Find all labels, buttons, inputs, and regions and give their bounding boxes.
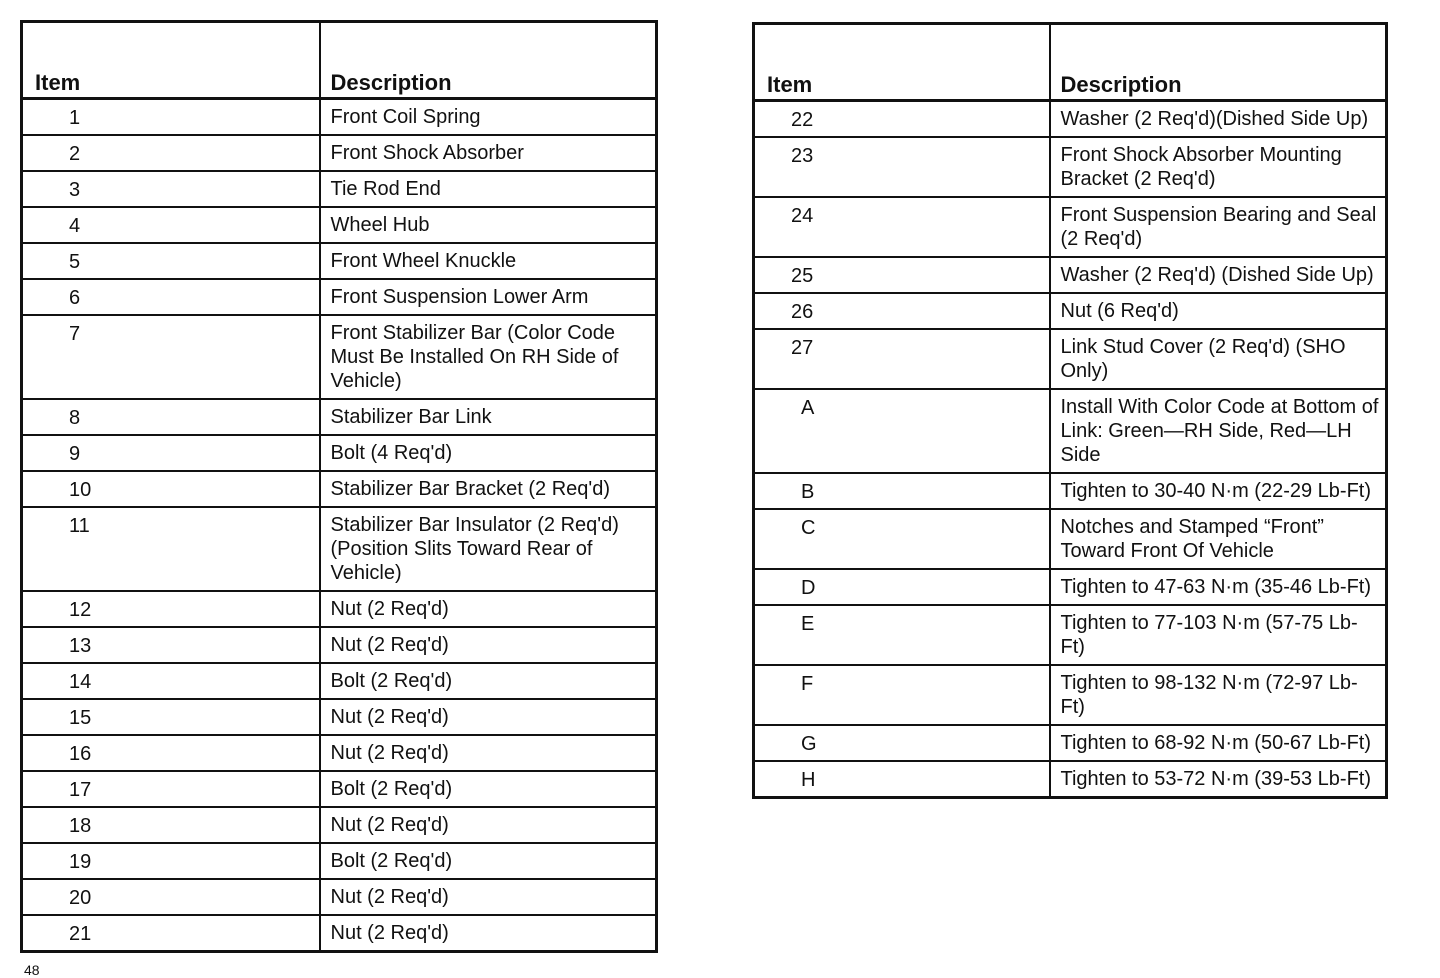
table-row [22,771,657,807]
item-number: 21 [22,915,320,952]
item-description: Front Suspension Lower Arm [320,279,657,315]
table-row [754,509,1387,569]
item-description: Bolt (2 Req'd) [320,663,657,699]
item-number: 22 [754,101,1050,138]
item-number: 6 [22,279,320,315]
page-number: 48 [24,962,40,978]
item-number: 3 [22,171,320,207]
item-number: 14 [22,663,320,699]
parts-table-left [20,20,658,953]
item-number: D [754,569,1050,605]
item-number: 2 [22,135,320,171]
item-column-header: Item [22,22,320,99]
item-description: Tie Rod End [320,171,657,207]
item-description: Notches and Stamped “Front” Toward Front Of Vehicle [1050,509,1387,569]
item-description: Washer (2 Req'd)(Dished Side Up) [1050,101,1387,138]
table-row [22,435,657,471]
item-description: Washer (2 Req'd) (Dished Side Up) [1050,257,1387,293]
item-description: Tighten to 98-132 N·m (72-97 Lb-Ft) [1050,665,1387,725]
item-description: Nut (2 Req'd) [320,807,657,843]
item-number: 27 [754,329,1050,389]
item-description: Link Stud Cover (2 Req'd) (SHO Only) [1050,329,1387,389]
item-column-header: Item [754,24,1050,101]
item-number: 7 [22,315,320,399]
table-row [22,135,657,171]
table-row [22,471,657,507]
table-row [754,137,1387,197]
table-row [754,389,1387,473]
table-row [754,329,1387,389]
table-row [754,473,1387,509]
parts-table-right [752,22,1388,799]
item-description: Stabilizer Bar Insulator (2 Req'd) (Position Slits Toward Rear of Vehicle) [320,507,657,591]
item-number: F [754,665,1050,725]
item-description: Front Stabilizer Bar (Color Code Must Be Installed On RH Side of Vehicle) [320,315,657,399]
item-number: H [754,761,1050,798]
table-row [22,315,657,399]
item-description: Stabilizer Bar Bracket (2 Req'd) [320,471,657,507]
item-description: Nut (2 Req'd) [320,591,657,627]
item-description: Nut (2 Req'd) [320,915,657,952]
item-number: 11 [22,507,320,591]
item-number: 13 [22,627,320,663]
item-description: Nut (2 Req'd) [320,735,657,771]
item-number: E [754,605,1050,665]
table-row [22,591,657,627]
item-description: Bolt (2 Req'd) [320,771,657,807]
table-row [754,665,1387,725]
item-number: 25 [754,257,1050,293]
item-number: 19 [22,843,320,879]
item-number: 15 [22,699,320,735]
description-column-header: Description [320,22,657,99]
description-column-header: Description [1050,24,1387,101]
item-number: 10 [22,471,320,507]
table-row [22,243,657,279]
item-description: Front Shock Absorber [320,135,657,171]
table-row [22,879,657,915]
item-description: Tighten to 77-103 N·m (57-75 Lb-Ft) [1050,605,1387,665]
table-row [22,699,657,735]
table-row [22,807,657,843]
table-row [22,843,657,879]
item-description: Front Shock Absorber Mounting Bracket (2 Req'd) [1050,137,1387,197]
item-description: Nut (2 Req'd) [320,627,657,663]
item-description: Bolt (4 Req'd) [320,435,657,471]
item-description: Nut (6 Req'd) [1050,293,1387,329]
item-number: B [754,473,1050,509]
table-row [754,725,1387,761]
table-row [754,761,1387,798]
item-number: 4 [22,207,320,243]
item-number: 1 [22,99,320,136]
item-description: Tighten to 47-63 N·m (35-46 Lb-Ft) [1050,569,1387,605]
item-number: 8 [22,399,320,435]
table-header-row [754,24,1387,101]
item-number: 23 [754,137,1050,197]
item-description: Wheel Hub [320,207,657,243]
table-row [22,207,657,243]
item-description: Front Suspension Bearing and Seal (2 Req'd) [1050,197,1387,257]
item-number: 16 [22,735,320,771]
item-description: Install With Color Code at Bottom of Link: Green—RH Side, Red—LH Side [1050,389,1387,473]
item-description: Stabilizer Bar Link [320,399,657,435]
item-number: 20 [22,879,320,915]
table-row [754,197,1387,257]
item-number: 18 [22,807,320,843]
item-number: C [754,509,1050,569]
item-number: 5 [22,243,320,279]
item-number: 24 [754,197,1050,257]
table-row [754,569,1387,605]
table-row [22,171,657,207]
table-row [22,663,657,699]
item-description: Tighten to 68-92 N·m (50-67 Lb-Ft) [1050,725,1387,761]
item-number: A [754,389,1050,473]
item-description: Tighten to 30-40 N·m (22-29 Lb-Ft) [1050,473,1387,509]
item-description: Bolt (2 Req'd) [320,843,657,879]
table-row [22,735,657,771]
table-row [22,279,657,315]
item-description: Front Wheel Knuckle [320,243,657,279]
item-number: 12 [22,591,320,627]
table-header-row [22,22,657,99]
table-row [754,293,1387,329]
item-number: 9 [22,435,320,471]
item-number: G [754,725,1050,761]
table-row [22,99,657,136]
item-description: Nut (2 Req'd) [320,879,657,915]
item-description: Front Coil Spring [320,99,657,136]
item-number: 17 [22,771,320,807]
table-row [754,257,1387,293]
table-row [754,101,1387,138]
item-number: 26 [754,293,1050,329]
item-description: Tighten to 53-72 N·m (39-53 Lb-Ft) [1050,761,1387,798]
table-row [22,627,657,663]
table-row [22,507,657,591]
table-row [754,605,1387,665]
table-row [22,399,657,435]
item-description: Nut (2 Req'd) [320,699,657,735]
table-row [22,915,657,952]
